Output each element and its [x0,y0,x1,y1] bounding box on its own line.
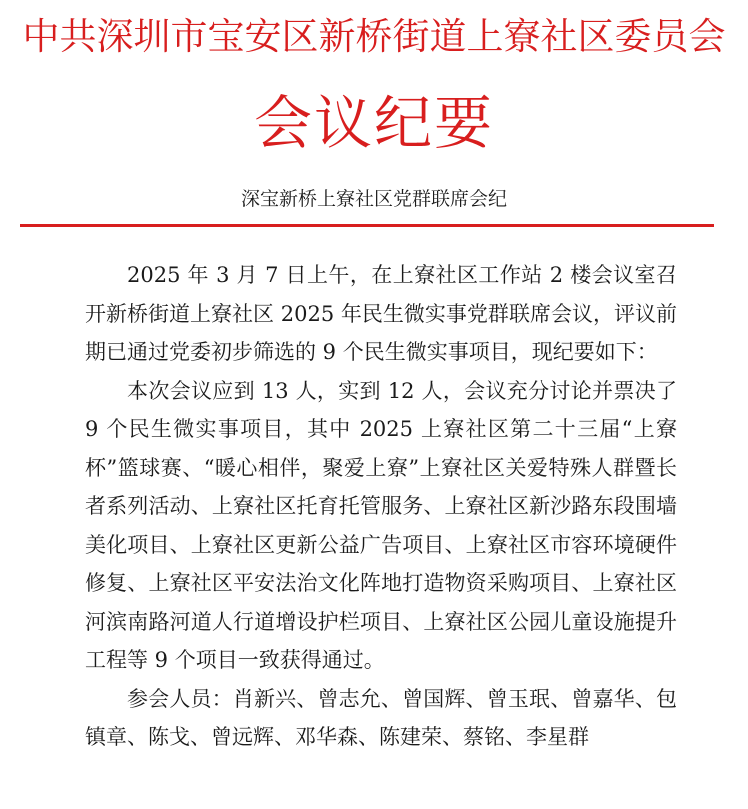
paragraph-attendees: 参会人员：肖新兴、曾志允、曾国辉、曾玉珉、曾嘉华、包镇章、陈戈、曾远辉、邓华森、陈建荣、蔡铭、李星群 [85,686,677,749]
document-number: 深宝新桥上寮社区党群联席会纪 [240,188,507,210]
document-title: 会议纪要 [253,89,494,157]
paragraph-meeting-intro: 2025 年 3 月 7 日上午，在上寮社区工作站 2 楼会议室召开新桥街道上寮社区 2025 年民生微实事党群联席会议，评议前期已通过党委初步筛选的 9 个民生微实事项目，现纪要如下： [85,263,677,364]
organization-title: 中共深圳市宝安区新桥街道上寮社区委员会 [22,15,726,58]
red-divider-line [20,224,714,227]
document-body [85,256,677,757]
paragraph-voting-result: 本次会议应到 13 人，实到 12 人，会议充分讨论并票决了 9 个民生微实事项目，其中 2025 上寮社区第二十三届“上寮杯”篮球赛、“暖心相伴，聚爱上寮”上寮社区关爱特殊人群暨长者系列活动、上寮社区托育托管服务、上寮社区新沙路东段围墙美化项目、上寮社区更新公益广告项目、上寮社区市容环境硬件修复、上寮社区平安法治文化阵地打造物资采购项目、上寮社区河滨南路河道人行道增设护栏项目、上寮社区公园儿童设施提升工程等 9 个项目一致获得通过。 [85,378,677,672]
